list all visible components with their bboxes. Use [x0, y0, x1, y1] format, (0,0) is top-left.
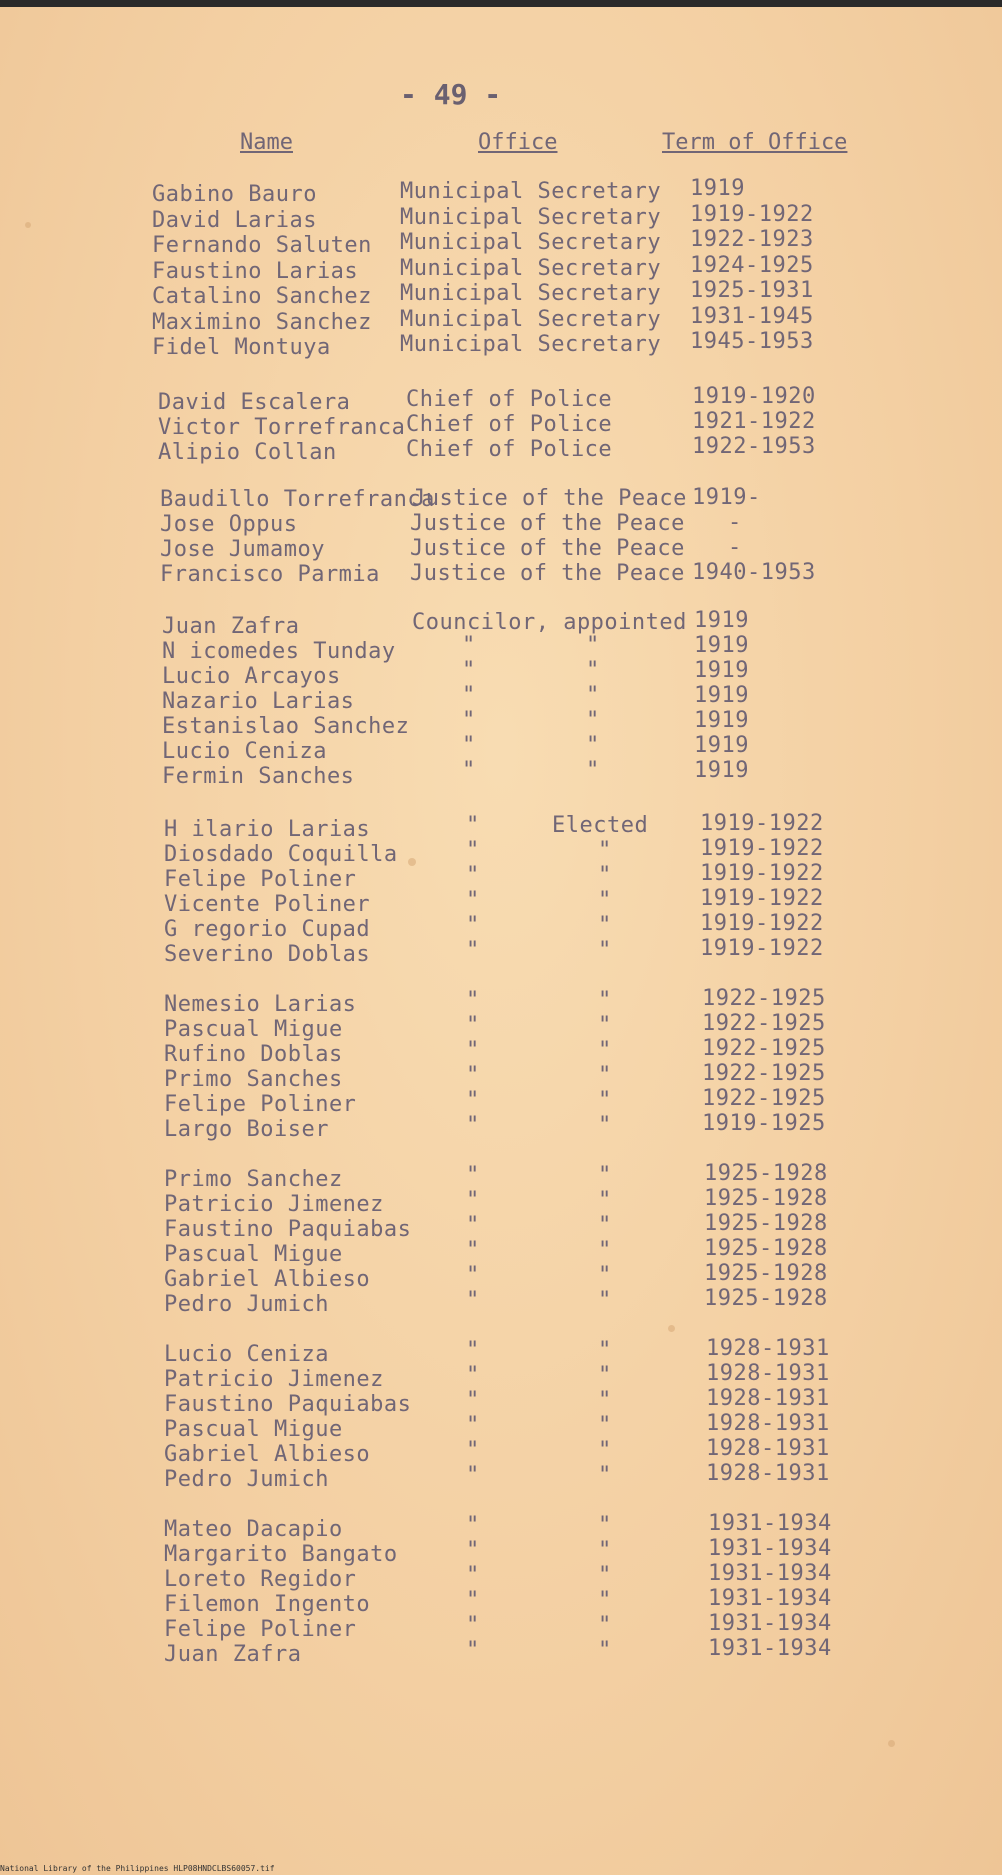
official-name: Catalino Sanchez: [152, 284, 372, 309]
councilor-term: 1919-1922: [700, 861, 824, 886]
ditto-mark: ": [598, 838, 612, 863]
ditto-mark: ": [466, 988, 480, 1013]
councilor-name: Pedro Jumich: [164, 1467, 329, 1492]
official-term: 1940-1953: [692, 560, 816, 585]
ditto-mark: ": [598, 1013, 612, 1038]
official-term: -: [728, 510, 742, 535]
councilor-term: 1919: [694, 733, 749, 758]
ditto-mark: ": [586, 758, 600, 783]
ditto-mark: ": [598, 938, 612, 963]
header-term: Term of Office: [662, 130, 848, 155]
councilor-name: Faustino Paquiabas: [164, 1392, 412, 1417]
councilor-term: 1928-1931: [706, 1336, 830, 1361]
official-office: Municipal Secretary: [400, 281, 662, 306]
official-office: Municipal Secretary: [400, 306, 662, 332]
ditto-mark: ": [598, 913, 612, 938]
councilor-name: Patricio Jimenez: [164, 1192, 384, 1217]
paper-speck: [668, 1325, 675, 1332]
councilor-name: Margarito Bangato: [164, 1542, 398, 1567]
ditto-mark: ": [462, 683, 476, 708]
ditto-mark: ": [598, 1088, 612, 1113]
ditto-mark: ": [598, 1638, 612, 1663]
councilor-term: 1919: [694, 708, 749, 733]
councilor-term: 1919: [694, 608, 749, 633]
councilor-name: Largo Boiser: [164, 1117, 329, 1142]
official-term: 1931-1945: [690, 303, 814, 329]
official-office: Chief of Police: [406, 412, 613, 437]
official-term: 1919-: [692, 485, 761, 510]
official-name: Victor Torrefranca: [158, 415, 406, 440]
councilor-term: 1931-1934: [708, 1561, 832, 1586]
official-office: Municipal Secretary: [400, 230, 662, 255]
ditto-mark: ": [466, 1288, 480, 1313]
councilor-term: 1919-1925: [702, 1111, 826, 1136]
official-office: Justice of the Peace: [410, 561, 685, 586]
councilor-office: Councilor, appointed: [412, 610, 687, 635]
paper-speck: [25, 222, 31, 228]
ditto-mark: ": [598, 1363, 612, 1388]
ditto-mark: ": [466, 1588, 480, 1613]
official-office: Municipal Secretary: [400, 204, 662, 230]
header-office: Office: [478, 130, 558, 155]
ditto-mark: ": [466, 1638, 480, 1663]
ditto-mark: ": [598, 1513, 612, 1538]
ditto-mark: ": [466, 938, 480, 963]
ditto-mark: ": [462, 633, 476, 658]
official-term: 1945-1953: [690, 329, 814, 354]
councilor-name: Primo Sanchez: [164, 1167, 343, 1192]
official-name: David Escalera: [158, 390, 351, 415]
councilor-name: Fermin Sanches: [162, 764, 355, 789]
ditto-mark: ": [598, 1463, 612, 1488]
councilor-name: Lucio Ceniza: [164, 1342, 329, 1367]
ditto-mark: ": [466, 1388, 480, 1413]
footer-caption: National Library of the Philippines HLP08HNDCLBS60057.tif: [0, 1864, 275, 1873]
councilor-term: 1931-1934: [708, 1586, 832, 1611]
ditto-mark: ": [598, 863, 612, 888]
councilor-term: 1925-1928: [704, 1186, 828, 1211]
header-name: Name: [240, 130, 293, 155]
councilor-name: Pascual Migue: [164, 1242, 343, 1267]
ditto-mark: ": [598, 1263, 612, 1288]
ditto-mark: ": [466, 1513, 480, 1538]
ditto-mark: ": [586, 733, 600, 758]
ditto-mark: ": [466, 1613, 480, 1638]
councilor-term: 1925-1928: [704, 1286, 828, 1311]
official-name: Gabino Bauro: [152, 182, 317, 207]
ditto-mark: ": [598, 1388, 612, 1413]
councilor-name: Nazario Larias: [162, 689, 355, 714]
ditto-mark: ": [462, 708, 476, 733]
official-term: 1922-1923: [690, 227, 814, 252]
councilor-term: 1922-1925: [702, 986, 826, 1011]
ditto-mark: ": [598, 1288, 612, 1313]
official-term: 1924-1925: [690, 252, 814, 278]
councilor-term: 1928-1931: [706, 1411, 830, 1436]
councilor-name: Primo Sanches: [164, 1067, 343, 1092]
councilor-term: 1919-1922: [700, 936, 824, 961]
ditto-mark: ": [598, 1213, 612, 1238]
councilor-term: 1928-1931: [706, 1461, 830, 1486]
ditto-mark: ": [598, 1538, 612, 1563]
councilor-term: 1922-1925: [702, 1011, 826, 1036]
councilor-name: Felipe Poliner: [164, 1092, 357, 1117]
ditto-mark: ": [598, 988, 612, 1013]
official-name: Francisco Parmia: [160, 562, 380, 587]
official-name: Maximino Sanchez: [152, 309, 372, 335]
councilor-name: Gabriel Albieso: [164, 1442, 371, 1467]
councilor-term: 1919-1922: [700, 911, 824, 936]
councilor-term: 1922-1925: [702, 1086, 826, 1111]
councilor-term: 1931-1934: [708, 1511, 832, 1536]
page-number: - 49 -: [400, 78, 502, 111]
councilor-term: 1928-1931: [706, 1436, 830, 1461]
ditto-mark: ": [462, 658, 476, 683]
ditto-mark: ": [598, 1038, 612, 1063]
ditto-mark: ": [586, 633, 600, 658]
councilor-name: Pedro Jumich: [164, 1292, 329, 1317]
councilor-name: Faustino Paquiabas: [164, 1217, 412, 1242]
ditto-mark: ": [466, 863, 480, 888]
ditto-mark: ": [466, 1013, 480, 1038]
official-name: Jose Oppus: [160, 512, 298, 537]
official-office: Municipal Secretary: [400, 179, 662, 204]
ditto-mark: ": [598, 1188, 612, 1213]
official-office: Municipal Secretary: [400, 255, 662, 281]
councilor-term: 1922-1925: [702, 1036, 826, 1061]
councilor-name: Filemon Ingento: [164, 1592, 371, 1617]
official-term: 1919-1920: [692, 384, 816, 409]
ditto-mark: ": [466, 1338, 480, 1363]
councilor-name: Lucio Ceniza: [162, 739, 327, 764]
ditto-mark: ": [586, 708, 600, 733]
councilor-name: Pascual Migue: [164, 1417, 343, 1442]
councilor-name: Pascual Migue: [164, 1017, 343, 1042]
official-term: 1919: [690, 176, 745, 201]
ditto-mark: ": [598, 1438, 612, 1463]
official-office: Chief of Police: [406, 387, 613, 412]
councilor-term: 1925-1928: [704, 1211, 828, 1236]
councilor-name: Vicente Poliner: [164, 892, 371, 917]
ditto-mark: ": [466, 813, 480, 838]
official-name: David Larias: [152, 207, 317, 233]
councilor-name: Juan Zafra: [164, 1642, 302, 1667]
ditto-mark: ": [598, 1588, 612, 1613]
ditto-mark: ": [466, 1538, 480, 1563]
councilor-term: 1919: [694, 683, 749, 708]
official-term: 1922-1953: [692, 434, 816, 459]
councilor-term: 1928-1931: [706, 1361, 830, 1386]
ditto-mark: ": [466, 1113, 480, 1138]
official-name: Baudillo Torrefranca: [160, 487, 435, 512]
councilor-term: 1919: [694, 658, 749, 683]
councilor-term: 1919-1922: [700, 811, 824, 836]
councilor-name: Juan Zafra: [162, 614, 300, 639]
scan-edge: [0, 0, 1002, 7]
councilor-term: 1922-1925: [702, 1061, 826, 1086]
official-name: Faustino Larias: [152, 258, 359, 284]
paper-speck: [408, 858, 416, 866]
councilor-name: Lucio Arcayos: [162, 664, 341, 689]
councilor-name: Rufino Doblas: [164, 1042, 343, 1067]
councilor-name: Severino Doblas: [164, 942, 371, 967]
ditto-mark: ": [586, 658, 600, 683]
councilor-term: 1919-1922: [700, 886, 824, 911]
ditto-mark: ": [466, 913, 480, 938]
councilor-name: Diosdado Coquilla: [164, 842, 398, 867]
official-name: Fidel Montuya: [152, 335, 331, 360]
councilor-name: N icomedes Tunday: [162, 639, 396, 664]
ditto-mark: ": [466, 1038, 480, 1063]
ditto-mark: ": [466, 1238, 480, 1263]
official-term: 1925-1931: [690, 278, 814, 303]
ditto-mark: ": [598, 1613, 612, 1638]
official-term: 1921-1922: [692, 409, 816, 434]
ditto-mark: ": [598, 1063, 612, 1088]
official-office: Chief of Police: [406, 437, 613, 462]
ditto-mark: ": [466, 888, 480, 913]
ditto-mark: ": [466, 1263, 480, 1288]
ditto-mark: ": [466, 1088, 480, 1113]
ditto-mark: ": [466, 1563, 480, 1588]
councilor-term: 1925-1928: [704, 1161, 828, 1186]
ditto-mark: ": [466, 1463, 480, 1488]
councilor-name: Felipe Poliner: [164, 1617, 357, 1642]
councilor-term: 1931-1934: [708, 1611, 832, 1636]
ditto-mark: ": [466, 838, 480, 863]
ditto-mark: ": [462, 733, 476, 758]
official-term: -: [728, 535, 742, 560]
councilor-term: 1925-1928: [704, 1236, 828, 1261]
ditto-mark: ": [598, 1163, 612, 1188]
councilor-name: Patricio Jimenez: [164, 1367, 384, 1392]
councilor-term: 1919-1922: [700, 836, 824, 861]
ditto-mark: ": [466, 1188, 480, 1213]
official-office: Justice of the Peace: [412, 486, 687, 511]
ditto-mark: ": [598, 1113, 612, 1138]
ditto-mark: ": [586, 683, 600, 708]
ditto-mark: ": [462, 758, 476, 783]
elected-label: Elected: [552, 813, 649, 838]
official-office: Justice of the Peace: [410, 511, 685, 536]
ditto-mark: ": [466, 1213, 480, 1238]
ditto-mark: ": [598, 1563, 612, 1588]
ditto-mark: ": [466, 1363, 480, 1388]
councilor-name: Nemesio Larias: [164, 992, 357, 1017]
ditto-mark: ": [598, 888, 612, 913]
councilor-term: 1931-1934: [708, 1536, 832, 1561]
official-office: Municipal Secretary: [400, 332, 662, 357]
ditto-mark: ": [598, 1338, 612, 1363]
councilor-name: Felipe Poliner: [164, 867, 357, 892]
official-office: Justice of the Peace: [410, 536, 685, 561]
ditto-mark: ": [598, 1413, 612, 1438]
paper-speck: [888, 1740, 895, 1747]
ditto-mark: ": [598, 1238, 612, 1263]
official-name: Fernando Saluten: [152, 233, 372, 258]
councilor-name: Loreto Regidor: [164, 1567, 357, 1592]
councilor-name: G regorio Cupad: [164, 917, 371, 942]
councilor-term: 1931-1934: [708, 1636, 832, 1661]
ditto-mark: ": [466, 1438, 480, 1463]
official-term: 1919-1922: [690, 201, 814, 227]
official-name: Jose Jumamoy: [160, 537, 325, 562]
councilor-term: 1919: [694, 633, 749, 658]
ditto-mark: ": [466, 1163, 480, 1188]
councilor-term: 1925-1928: [704, 1261, 828, 1286]
official-name: Alipio Collan: [158, 440, 337, 465]
councilor-name: Gabriel Albieso: [164, 1267, 371, 1292]
councilor-term: 1928-1931: [706, 1386, 830, 1411]
councilor-name: Estanislao Sanchez: [162, 714, 410, 739]
ditto-mark: ": [466, 1063, 480, 1088]
councilor-name: H ilario Larias: [164, 817, 371, 842]
councilor-name: Mateo Dacapio: [164, 1517, 343, 1542]
councilor-term: 1919: [694, 758, 749, 783]
ditto-mark: ": [466, 1413, 480, 1438]
